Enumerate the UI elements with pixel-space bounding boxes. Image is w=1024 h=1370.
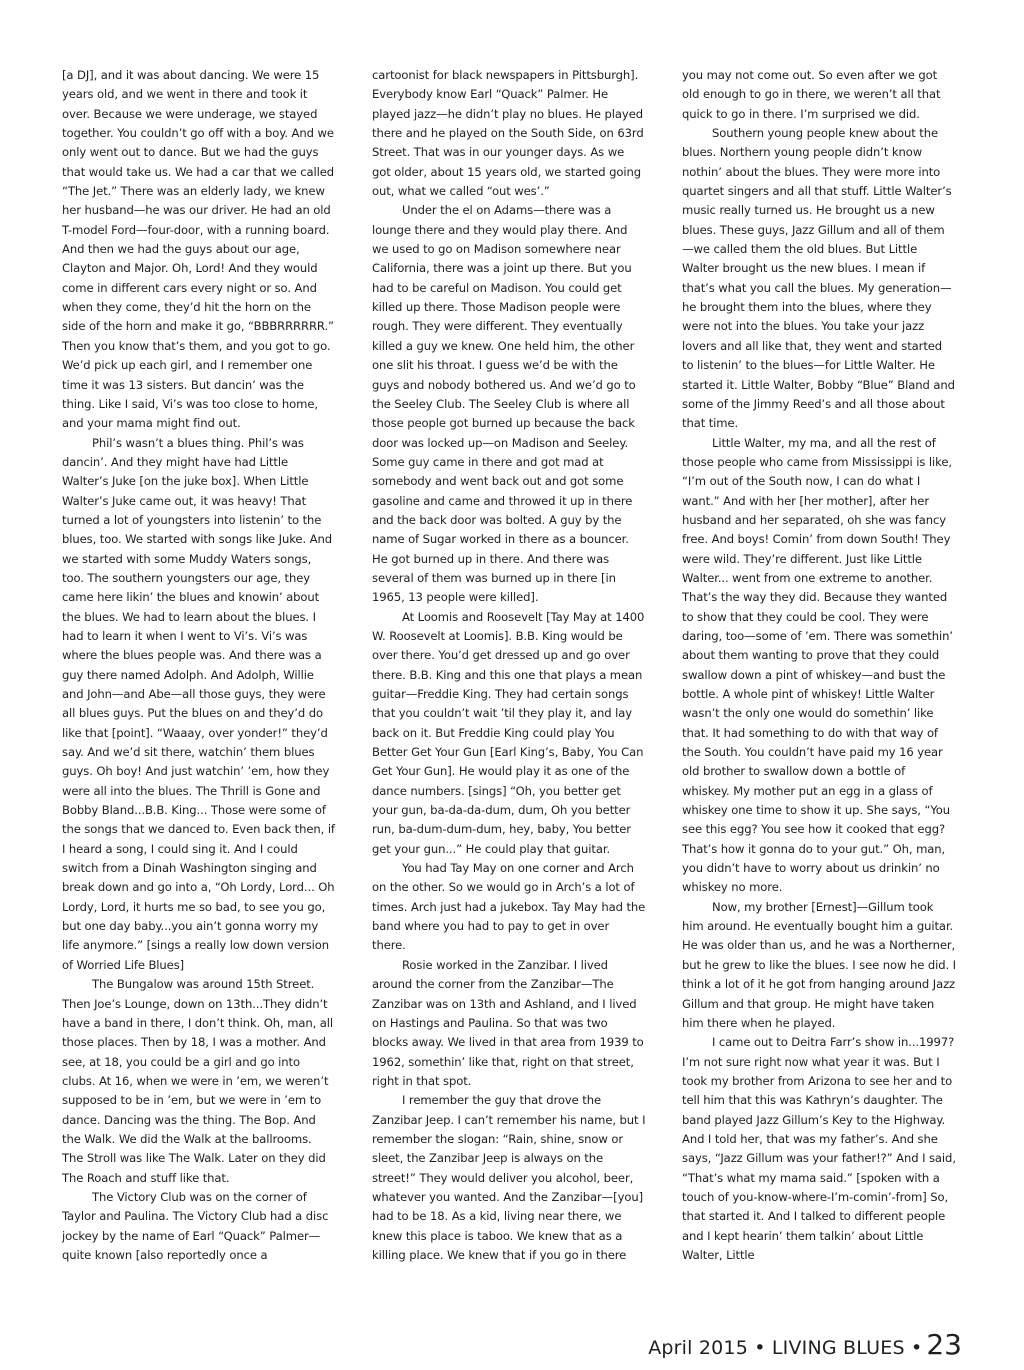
- paragraph: Little Walter, my ma, and all the rest of those people who came from Mississippi is like, “I’m out of the South now, I can do what I want.” And with her [her mother], after her husband and her separated, oh she was fancy free. And boys! Comin’ from down South! They were wild. They’re different. Just like Little Walter... went from one extreme to another. That’s the way they did. Because they wanted to show that they could be cool. They were daring, too—some of ’em. There was somethin’ about them wanting to prove that they could swallow down a pint of whiskey—and bust the bottle. A whole pint of whiskey! Little Walter wasn’t the only one would do somethin’ like that. It had something to do with that way of the South. You couldn’t have paid my 16 year old brother to swallow down a bottle of whiskey. My mother put an egg in a glass of whiskey one time to show it up. She says, “You see this egg? You see how it cooked that egg? That’s how it gonna do to your gut.” Oh, man, you didn’t have to worry about us drinkin’ no whiskey no more.: [682, 435, 953, 895]
- page-number: 23: [926, 1328, 962, 1361]
- paragraph: At Loomis and Roosevelt [Tay May at 1400 W. Roosevelt at Loomis]. B.B. King would be over there. You’d get dressed up and go over there. B.B. King and this one that plays a mean guitar—Freddie King. They had certain songs that you couldn’t wait ’til they play it, and lay back on it. But Freddie King could play You Better Get Your Gun [Earl King’s, Baby, You Can Get Your Gun]. He would play it as one of the dance numbers. [sings] “Oh, you better get your gun, ba-da-da-dum, dum, Oh you better run, ba-dum-dum-dum, hey, baby, You better get your gun...” He could play that guitar.: [372, 609, 645, 856]
- paragraph: Now, my brother [Ernest]—Gillum took him around. He eventually bought him a guitar. He was older than us, and he was a Northerner, but he grew to like the blues. I see now he did. I think a lot of it he got from hanging around Jazz Gillum and that group. He might have taken him there when he played.: [682, 899, 956, 1030]
- issue-label: April 2015 • LIVING BLUES •: [648, 1337, 923, 1359]
- paragraph: You had Tay May on one corner and Arch on the other. So we would go in Arch’s a lot of times. Arch just had a jukebox. Tay May had the band where you had to pay to get in over there.: [372, 861, 646, 953]
- paragraph: [a DJ], and it was about dancing. We were 15 years old, and we went in there and took it over. Because we were underage, we stayed together. You couldn’t go off with a boy. And we only went out to dance. But we had the guys that would take us. We had a car that we called “The Jet.” There was an elderly lady, we knew her husband—he was our driver. He had an old T-model Ford—four-door, with a running board. And then we had the guys about our age, Clayton and Major. Oh, Lord! And they would come in different cars every night or so. And when they come, they’d hit the horn on the side of the horn and make it go, “BBBRRRRRR.” Then you know that’s them, and you got to go. We’d pick up each girl, and I remember one time it was 13 sisters. But dancin’ was the thing. Like I said, Vi’s was too close to home, and your mama might find out.: [62, 68, 335, 431]
- page-footer: [648, 1328, 962, 1364]
- paragraph: The Victory Club was on the corner of Taylor and Paulina. The Victory Club had a disc jockey by the name of Earl “Quack” Palmer—quite known [also reportedly once a: [62, 1189, 329, 1262]
- paragraph: I came out to Deitra Farr’s show in...1997? I’m not sure right now what year it was. But I took my brother from Arizona to see her and to tell him that this was Kathryn’s daughter. The band played Jazz Gillum’s Key to the Highway. And I told her, that was my father’s. And she says, “Jazz Gillum was your father!?” And I said, “That’s what my mama said.” [spoken with a touch of you-know-where-I’m-comin’-from] So, that started it. And I talked to different people and I kept hearin’ them talkin’ about Little Walter, Little: [682, 1035, 956, 1262]
- paragraph: Phil’s wasn’t a blues thing. Phil’s was dancin’. And they might have had Little Walter’s Juke [on the juke box]. When Little Walter’s Juke came out, it was heavy! That turned a lot of youngsters into listenin’ to the blues, too. We started with songs like Juke. And we started with some Muddy Waters songs, too. The southern youngsters our age, they came here likin’ the blues and knowin’ about the blues. We had to learn about the blues. I had to learn it when I went to Vi’s. Vi’s was where the blues people was. And there was a guy there named Adolph. And Adolph, Willie and John—and Abe—all those guys, they were all blues guys. Put the blues on and they’d do like that [point]. “Waaay, over yonder!” they’d say. And we’d sit there, watchin’ them blues guys. Oh boy! And just watchin’ ’em, how they were all into the blues. The Thrill is Gone and Bobby Bland...B.B. King... Those were some of the songs that we danced to. Even back then, if I heard a song, I could sing it. And I could switch from a Dinah Washington singing and break down and go into a, “Oh Lordy, Lord... Oh Lordy, Lord, it hurts me so bad, to see you go, but one day baby...you ain’t gonna worry my life anymore.” [sings a really low down version of Worried Life Blues]: [62, 435, 335, 972]
- text-column-2: [372, 66, 646, 1265]
- paragraph: The Bungalow was around 15th Street. Then Joe’s Lounge, down on 13th...They didn’t have a band in there, I don’t think. Oh, man, all those places. Then by 18, I was a mother. And see, at 18, you could be a girl and go into clubs. At 16, when we were in ’em, we weren’t supposed to be in ’em, but we were in ’em to dance. Dancing was the thing. The Bop. And the Walk. We did the Walk at the ballrooms. The Stroll was like The Walk. Later on they did The Roach and stuff like that.: [62, 977, 334, 1185]
- paragraph: Under the el on Adams—there was a lounge there and they would play there. And we used to go on Madison somewhere near California, there was a joint up there. But you had to be careful on Madison. You could get killed up there. Those Madison people were rough. They were different. They eventually killed a guy we knew. One held him, the other one slit his throat. I guess we’d be with the guys and nobody bothered us. And we’d go to the Seeley Club. The Seeley Club is where all those people got burned up because the back door was locked up—on Madison and Seeley. Some guy came in there and got mad at somebody and went back out and got some gasoline and came and throwed it up in there and the back door was bolted. A guy by the name of Sugar worked in there as a bouncer. He got burned up in there. And there was several of them was burned up in there [in 1965, 13 people were killed].: [372, 203, 636, 605]
- paragraph: I remember the guy that drove the Zanzibar Jeep. I can’t remember his name, but I remember the slogan: “Rain, shine, snow or sleet, the Zanzibar Jeep is always on the street!” They would deliver you alcohol, beer, whatever you wanted. And the Zanzibar—[you] had to be 18. As a kid, living near there, we knew this place is taboo. We knew that as a killing place. We knew that if you go in there: [372, 1093, 646, 1262]
- text-column-3: [682, 66, 956, 1265]
- paragraph: you may not come out. So even after we got old enough to go in there, we weren’t all that quick to go in there. I’m surprised we did.: [682, 68, 941, 121]
- text-column-1: [62, 66, 336, 1265]
- paragraph: Rosie worked in the Zanzibar. I lived around the corner from the Zanzibar—The Zanzibar was on 13th and Ashland, and I lived on Hastings and Paulina. So that was two blocks away. We lived in that area from 1939 to 1962, somethin’ like that, right on that street, right in that spot.: [372, 957, 644, 1088]
- paragraph: cartoonist for black newspapers in Pittsburgh]. Everybody know Earl “Quack” Palmer. He played jazz—he didn’t play no blues. He played there and he played on the South Side, on 63rd Street. That was in our younger days. As we got older, about 15 years old, we started going out, what we called “out wes’.”: [372, 68, 644, 199]
- paragraph: Southern young people knew about the blues. Northern young people didn’t know nothin’ about the blues. They were more into quartet singers and all that stuff. Little Walter’s music really turned us. He brought us a new blues. These guys, Jazz Gillum and all of them—we called them the old blues. But Little Walter brought us the new blues. I mean if that’s what you call the blues. My generation—he brought them into the blues, where they were not into the blues. You take your jazz lovers and all like that, they went and started to listenin’ to the blues—for Little Walter. He started it. Little Walter, Bobby “Blue” Bland and some of the Jimmy Reed’s and all those about that time.: [682, 126, 955, 431]
